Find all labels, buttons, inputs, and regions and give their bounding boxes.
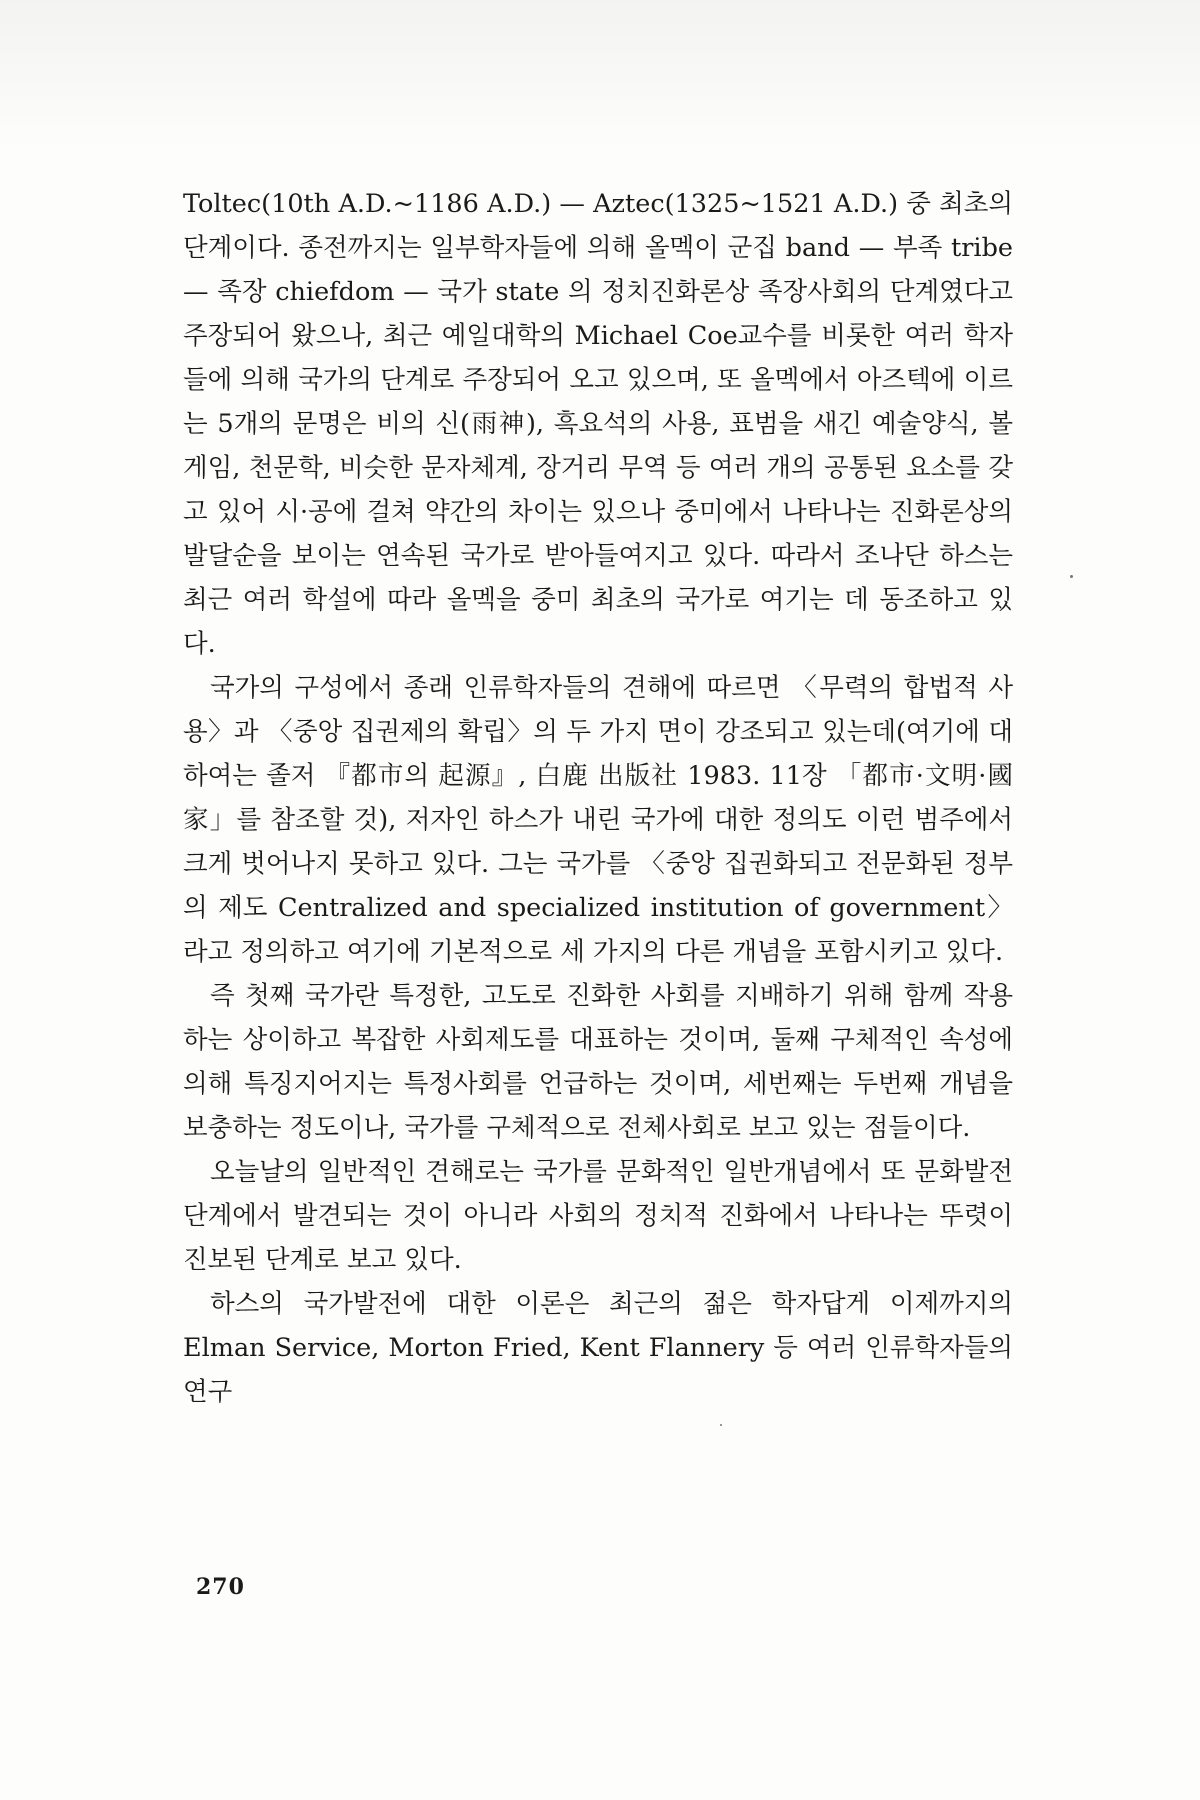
body-text bbox=[183, 182, 1013, 1414]
paragraph-5: 하스의 국가발전에 대한 이론은 최근의 젊은 학자답게 이제까지의 Elman Service, Morton Fried, Kent Flannery 등 여러 인류학자들의 연구 bbox=[183, 1289, 1013, 1407]
scan-speck bbox=[720, 1424, 722, 1426]
scan-speck bbox=[1070, 575, 1073, 578]
page-shading bbox=[0, 0, 1200, 150]
page-number: 270 bbox=[196, 1574, 245, 1600]
paragraph-2: 국가의 구성에서 종래 인류학자들의 견해에 따르면 〈무력의 합법적 사용〉과 〈중앙 집권제의 확립〉의 두 가지 면이 강조되고 있는데(여기에 대하여는 졸저 『都市의 起源』, 白鹿 出版社 1983. 11장 「都市·文明·國家」를 참조할 것), 저자인 하스가 내린 국가에 대한 정의도 이런 범주에서 크게 벗어나지 못하고 있다. 그는 국가를 〈중앙 집권화되고 전문화된 정부의 제도 Centralized and specialized institution of government〉라고 정의하고 여기에 기본적으로 세 가지의 다른 개념을 포함시키고 있다. bbox=[183, 673, 1013, 967]
paragraph-3: 즉 첫째 국가란 특정한, 고도로 진화한 사회를 지배하기 위해 함께 작용하는 상이하고 복잡한 사회제도를 대표하는 것이며, 둘째 구체적인 속성에 의해 특징지어지는 특정사회를 언급하는 것이며, 세번째는 두번째 개념을 보충하는 정도이나, 국가를 구체적으로 전체사회로 보고 있는 점들이다. bbox=[183, 981, 1013, 1143]
paragraph-1: Toltec(10th A.D.~1186 A.D.) — Aztec(1325~1521 A.D.) 중 최초의 단계이다. 종전까지는 일부학자들에 의해 올멕이 군집 band — 부족 tribe — 족장 chiefdom — 국가 state 의 정치진화론상 족장사회의 단계였다고 주장되어 왔으나, 최근 예일대학의 Michael Coe교수를 비롯한 여러 학자들에 의해 국가의 단계로 주장되어 오고 있으며, 또 올멕에서 아즈텍에 이르는 5개의 문명은 비의 신(雨神), 흑요석의 사용, 표범을 새긴 예술양식, 볼 게임, 천문학, 비슷한 문자체계, 장거리 무역 등 여러 개의 공통된 요소를 갖고 있어 시·공에 걸쳐 약간의 차이는 있으나 중미에서 나타나는 진화론상의 발달순을 보이는 연속된 국가로 받아들여지고 있다. 따라서 조나단 하스는 최근 여러 학설에 따라 올멕을 중미 최초의 국가로 여기는 데 동조하고 있다. bbox=[183, 189, 1013, 659]
paragraph-4: 오늘날의 일반적인 견해로는 국가를 문화적인 일반개념에서 또 문화발전 단계에서 발견되는 것이 아니라 사회의 정치적 진화에서 나타나는 뚜렷이 진보된 단계로 보고 있다. bbox=[183, 1157, 1013, 1275]
